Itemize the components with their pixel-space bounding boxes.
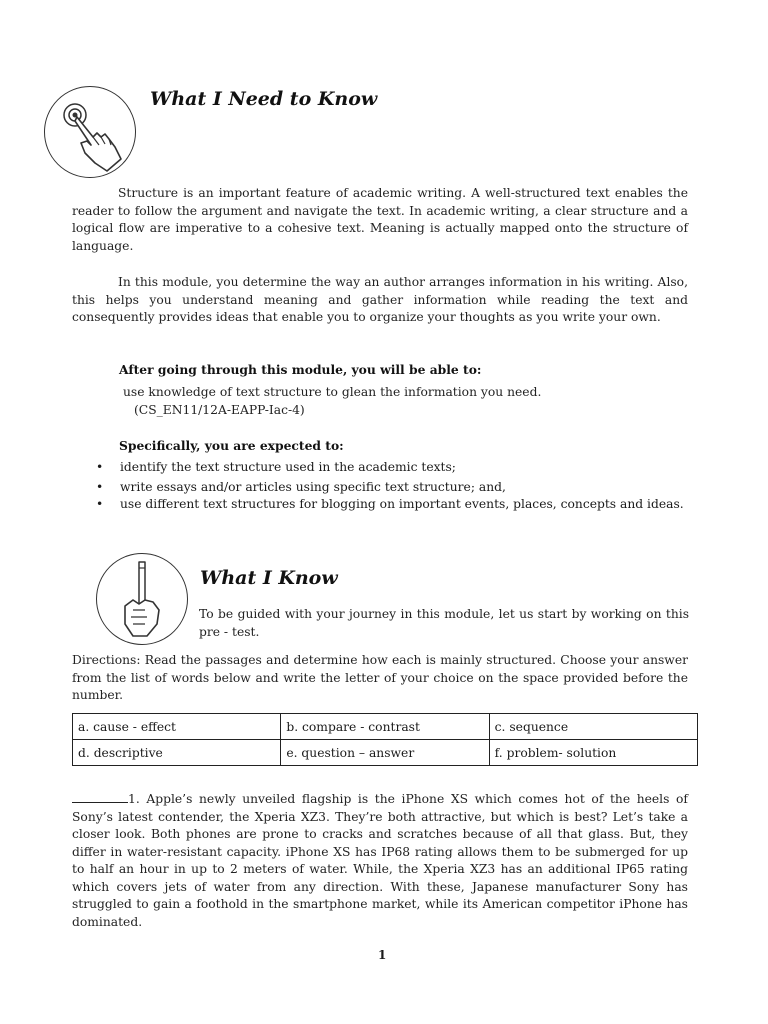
hand-pencil-icon (96, 553, 188, 645)
list-item: • use different text structures for blogging on important events, places, concepts and ideas. (96, 497, 684, 511)
pretest-intro: To be guided with your journey in this module, let us start by working on this pre - test. (199, 607, 689, 639)
intro-paragraph-1: Structure is an important feature of academic writing. A well-structured text enables the reader to follow the argument and navigate the text. In academic writing, a clear structure and a logical flow are imperative to a cohesive text. Meaning is actually mapped onto the structure of language. (72, 186, 688, 253)
table-cell: a. cause - effect (73, 714, 281, 740)
question-1-text: 1. Apple’s newly unveiled flagship is the iPhone XS which comes hot of the heels of Sony’s latest contender, the Xperia XZ3. They’re both attractive, but which is best? Let’s take a closer look. Both phones are prone to cracks and scratches because of all that glass. But, they differ in water-resistant capacity. iPhone XS has IP68 rating allows them to be submerged for up to half an hour in up to 2 meters of water. While, the Xperia XZ3 has an additional IP65 rating which covers jets of water from any direction. With these, Japanese manufacturer Sony has struggled to gain a foothold in the smartphone market, while its American competitor iPhone has dominated. (72, 792, 688, 929)
objectives-heading: After going through this module, you will be able to: (119, 362, 482, 377)
directions-paragraph: Directions: Read the passages and determine how each is mainly structured. Choose your answer from the list of words below and write the letter of your choice on the space provided before the number. (72, 653, 688, 702)
objective-text: use knowledge of text structure to glean the information you need. (123, 385, 542, 399)
table-row (73, 740, 698, 766)
objective-code: (CS_EN11/12A-EAPP-Iac-4) (134, 403, 305, 417)
objective-item (119, 384, 679, 402)
intro-paragraph-2: In this module, you determine the way an author arranges information in his writing. Also, this helps you understand meaning and gather information while reading the text and consequently provides ideas that enable you to organize your thoughts as you write your own. (72, 275, 688, 324)
table-cell: b. compare - contrast (281, 714, 489, 740)
section-title-what-i-need-to-know: What I Need to Know (150, 88, 378, 110)
table-cell: e. question – answer (281, 740, 489, 766)
specific-heading: Specifically, you are expected to: (119, 438, 344, 453)
section-title-what-i-know: What I Know (200, 567, 338, 589)
question-1 (72, 790, 688, 931)
answer-blank[interactable] (72, 790, 128, 803)
specific-objectives-list (72, 459, 688, 514)
list-item: • write essays and/or articles using specific text structure; and, (96, 479, 506, 494)
answer-choices-table (72, 713, 698, 766)
list-item: • identify the text structure used in the academic texts; (96, 460, 456, 474)
table-cell: d. descriptive (73, 740, 281, 766)
table-cell: c. sequence (489, 714, 697, 740)
tap-hand-icon (44, 86, 136, 178)
table-row (73, 714, 698, 740)
table-cell: f. problem- solution (489, 740, 697, 766)
page-number: 1 (378, 948, 387, 962)
